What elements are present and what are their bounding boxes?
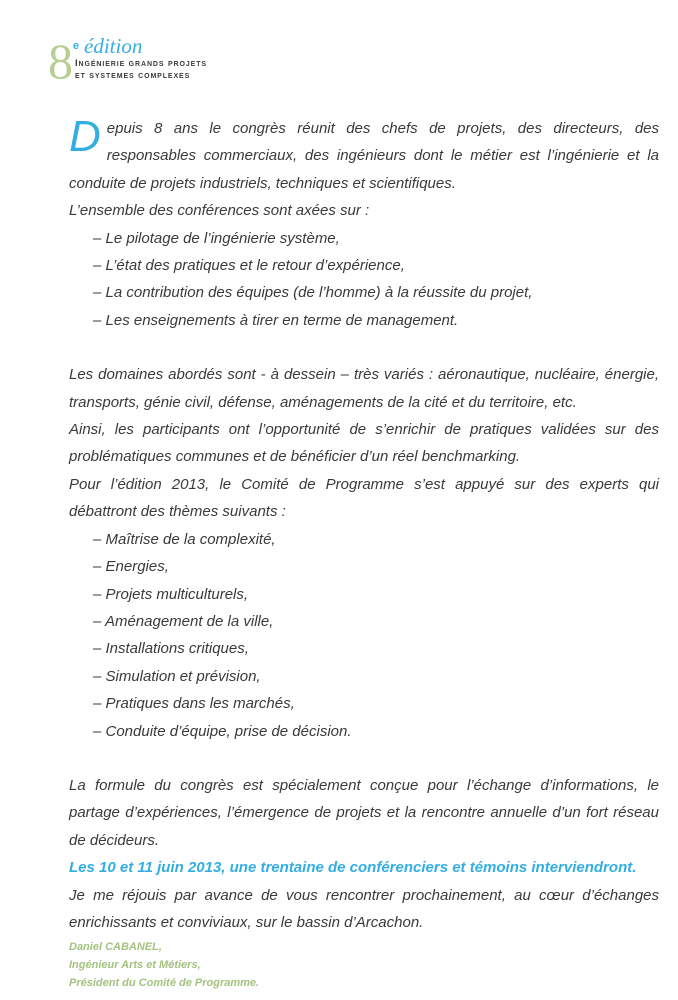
drop-cap: D [69, 112, 101, 161]
axes-intro: L’ensemble des conférences sont axées sur : [69, 202, 370, 220]
list-item: – Simulation et prévision, [93, 667, 261, 685]
list-item: – L’état des pratiques et le retour d’expérience, [93, 257, 405, 275]
header-subtitle-line-1: Ingénierie grands projets [75, 58, 207, 69]
header-subtitle-line-2: et systemes complexes [75, 70, 191, 81]
benchmarking-paragraph: Ainsi, les participants ont l’opportunité de s’enrichir de pratiques validées sur des problématiques communes et de bénéficier d’un réel benchmarking. [69, 421, 659, 466]
list-item: – Installations critiques, [93, 640, 249, 658]
list-item: – Maîtrise de la complexité, [93, 530, 276, 548]
edition-header [48, 33, 368, 89]
signature-name: Daniel CABANEL, [69, 941, 162, 953]
letter-body [69, 112, 659, 936]
domains-paragraph: Les domaines abordés sont - à dessein – très variés : aéronautique, nucléaire, énergie, transports, génie civil, défense, aménagements de la cité et du territoire, etc. [69, 366, 659, 411]
list-item: – La contribution des équipes (de l’homme) à la réussite du projet, [93, 284, 533, 302]
list-item: – Conduite d’équipe, prise de décision. [93, 722, 352, 740]
list-item: – Les enseignements à tirer en terme de management. [93, 311, 459, 329]
spacer [69, 745, 659, 772]
list-item: – Pratiques dans les marchés, [93, 695, 295, 713]
event-dates-highlight: Les 10 et 11 juin 2013, une trentaine de conférenciers et témoins interviendront. [69, 859, 637, 877]
edition-superscript: e [73, 40, 80, 52]
intro-text: epuis 8 ans le congrès réunit des chefs de projets, des directeurs, des responsables commerciaux, des ingénieurs dont le métier est l’ingénierie et la conduite de projets industriels, techniques et scientifiques. [69, 120, 659, 192]
edition-number: 8 [48, 33, 73, 89]
axes-list [69, 225, 659, 335]
list-item: – Aménagement de la ville, [93, 612, 274, 630]
themes-list [69, 526, 659, 745]
intro-paragraph [69, 112, 659, 197]
signature-block [69, 938, 259, 992]
signature-title: Ingénieur Arts et Métiers, [69, 959, 201, 971]
closing-paragraph: Je me réjouis par avance de vous rencontrer prochainement, au cœur d’échanges enrichissants et conviviaux, sur le bassin d’Arcachon. [69, 886, 659, 931]
edition-word: édition [84, 34, 143, 58]
list-item: – Energies, [93, 558, 169, 576]
format-paragraph: La formule du congrès est spécialement conçue pour l’échange d’informations, le partage d’expériences, l’émergence de projets et la rencontre annuelle d’un fort réseau de décideurs. [69, 776, 659, 849]
signature-role: Président du Comité de Programme. [69, 977, 260, 989]
themes-intro: Pour l’édition 2013, le Comité de Programme s’est appuyé sur des experts qui débattront des thèmes suivants : [69, 475, 659, 521]
spacer [69, 334, 659, 361]
list-item: – Le pilotage de l’ingénierie système, [93, 229, 340, 247]
list-item: – Projets multiculturels, [93, 585, 249, 603]
